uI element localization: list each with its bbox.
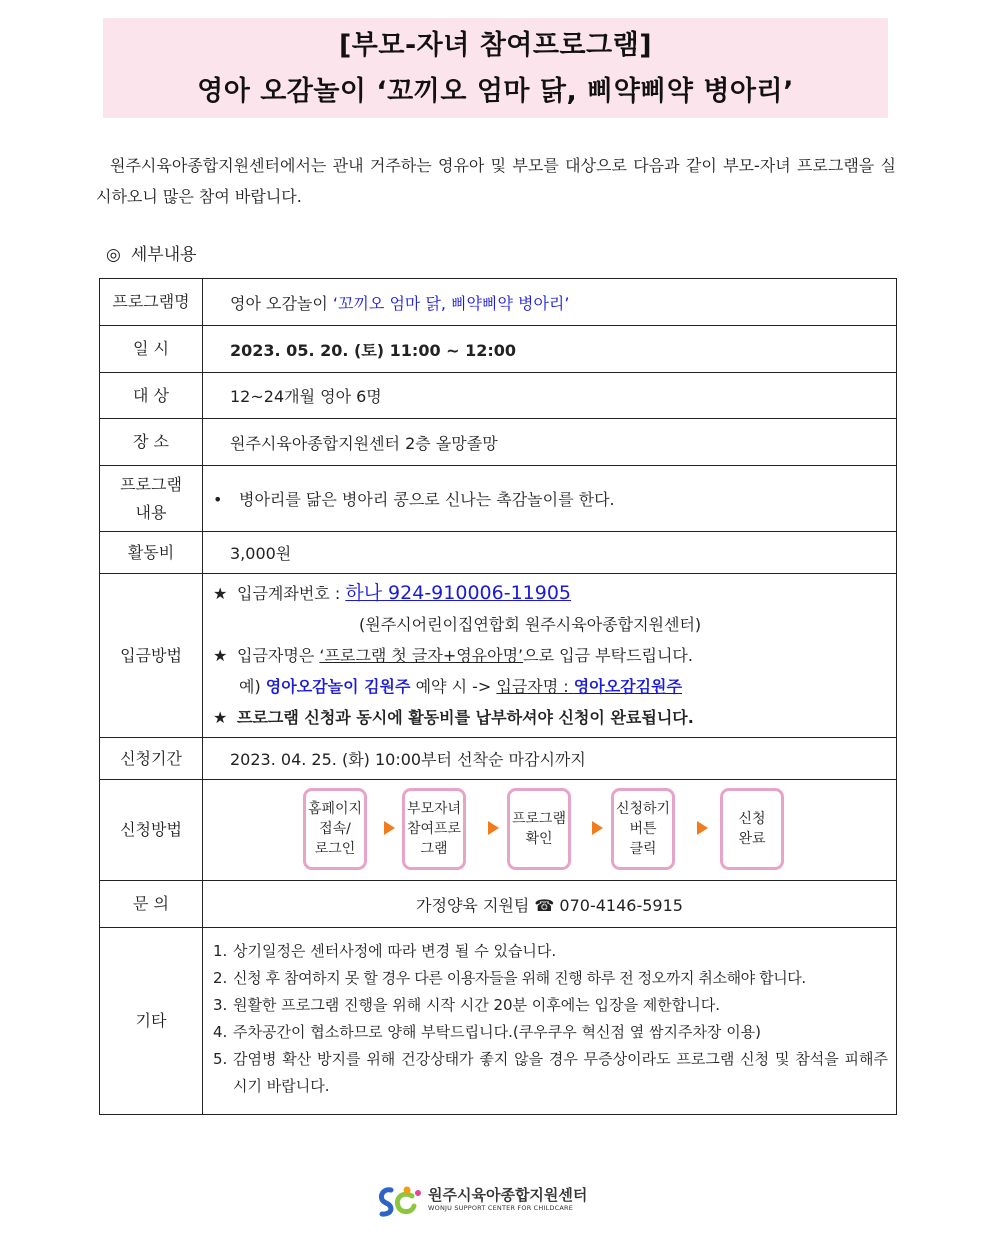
flow-step-1-line-2: 접속/ xyxy=(319,821,351,837)
value-content xyxy=(203,466,897,532)
table-row-datetime xyxy=(100,326,897,373)
flow-step-5-line-1: 신청 xyxy=(738,811,766,827)
example-label-wrap xyxy=(496,677,682,696)
table-row-place xyxy=(100,419,897,466)
footer-logo xyxy=(376,1182,606,1222)
flow-step-2 xyxy=(402,788,466,870)
table-row-program-name xyxy=(100,279,897,326)
name-prefix: 입금자명은 xyxy=(237,646,320,665)
table-row-etc xyxy=(100,928,897,1115)
flow-step-4-line-1: 신청하기 xyxy=(615,801,671,817)
payment-example-line xyxy=(213,671,896,702)
label-content xyxy=(100,466,203,532)
label-content-line-1: 프로그램 xyxy=(120,474,182,494)
list-item-text: 주차공간이 협소하므로 양해 부탁드립니다.(쿠우쿠우 혁신점 옆 쌈지주차장 이용) xyxy=(233,1023,762,1041)
title-banner xyxy=(103,18,888,118)
list-item xyxy=(213,992,888,1019)
label-target: 대 상 xyxy=(100,373,203,419)
list-item-number: 5. xyxy=(213,1050,228,1068)
payment-account-line xyxy=(213,578,896,609)
label-datetime: 일 시 xyxy=(100,326,203,373)
section-label: 세부내용 xyxy=(130,245,197,265)
list-item xyxy=(213,938,888,965)
program-name-prefix: 영아 오감놀이 xyxy=(230,293,333,313)
value-contact: 가정양육 지원팀 ☎ 070-4146-5915 xyxy=(203,881,897,928)
table-row-fee xyxy=(100,532,897,574)
flow-step-2-line-2: 참여프로 xyxy=(406,821,462,837)
footer-org-name: 원주시육아종합지원센터 xyxy=(428,1186,588,1204)
table-row-method xyxy=(100,780,897,881)
table-row-payment xyxy=(100,574,897,738)
example-program: 영아오감놀이 김원주 xyxy=(265,677,411,696)
flow-step-2-line-3: 그램 xyxy=(420,841,448,857)
list-item xyxy=(213,965,888,992)
list-item-number: 2. xyxy=(213,969,228,987)
star-icon: ★ xyxy=(213,646,228,665)
star-icon: ★ xyxy=(213,584,228,603)
flow-step-1-line-3: 로그인 xyxy=(314,841,356,857)
account-holder: (원주시어린이집연합회 원주시육아종합지원센터) xyxy=(359,615,702,634)
program-name-highlight: ‘꼬끼오 엄마 닭, 삐약삐약 병아리’ xyxy=(332,293,570,313)
flow-step-1-line-1: 홈페이지 xyxy=(307,801,363,817)
application-flow xyxy=(203,780,896,880)
label-period: 신청기간 xyxy=(100,738,203,780)
label-method: 신청방법 xyxy=(100,780,203,881)
example-name: 영아오감김원주 xyxy=(573,677,682,696)
label-content-line-2: 내용 xyxy=(135,502,167,522)
account-number: 하나 924-910006-11905 xyxy=(345,582,572,604)
double-circle-icon: ◎ xyxy=(106,245,121,265)
list-item-number: 3. xyxy=(213,996,228,1014)
section-heading xyxy=(106,240,207,265)
list-item-text: 상기일정은 센터사정에 따라 변경 될 수 있습니다. xyxy=(233,942,557,960)
arrow-right-icon xyxy=(384,821,395,835)
example-mid: 예약 시 -> xyxy=(410,677,497,696)
table-row-period xyxy=(100,738,897,780)
arrow-right-icon xyxy=(592,821,603,835)
list-item xyxy=(213,1046,888,1100)
table-row-content xyxy=(100,466,897,532)
list-item-text: 신청 후 참여하지 못 할 경우 다른 이용자들을 위해 진행 하루 전 정오까지 취소해야 합니다. xyxy=(233,969,806,987)
flow-step-5-line-2: 완료 xyxy=(738,831,766,847)
label-place: 장 소 xyxy=(100,419,203,466)
flow-step-2-line-1: 부모자녀 xyxy=(406,801,462,817)
label-etc: 기타 xyxy=(100,928,203,1115)
flow-step-3-line-1: 프로그램 xyxy=(511,811,567,827)
name-suffix: 으로 입금 부탁드립니다. xyxy=(523,646,693,665)
table-row-contact xyxy=(100,881,897,928)
flow-step-4 xyxy=(611,788,675,870)
payment-notice-line xyxy=(213,702,896,733)
arrow-right-icon xyxy=(697,821,708,835)
value-method xyxy=(203,780,897,881)
list-item-text: 감염병 확산 방지를 위해 건강상태가 좋지 않을 경우 무증상이라도 프로그램 신청 및 참석을 피해주시기 바랍니다. xyxy=(233,1050,888,1095)
flow-step-3 xyxy=(507,788,571,870)
payment-name-line xyxy=(213,640,896,671)
intro-text: 원주시육아종합지원센터에서는 관내 거주하는 영유아 및 부모를 대상으로 다음과 같이 부모-자녀 프로그램을 실시하오니 많은 참여 바랍니다. xyxy=(96,156,896,206)
title-line-1: [부모-자녀 참여프로그램] xyxy=(338,30,653,61)
list-item-number: 4. xyxy=(213,1023,228,1041)
name-rule: ‘프로그램 첫 글자+영유아명’ xyxy=(319,646,524,665)
title-line-2: 영아 오감놀이 ‘꼬끼오 엄마 닭, 삐약삐약 병아리’ xyxy=(197,76,794,107)
value-target: 12~24개월 영아 6명 xyxy=(203,373,897,419)
content-text: 병아리를 닮은 병아리 콩으로 신나는 촉감놀이를 한다. xyxy=(239,490,615,509)
label-program-name: 프로그램명 xyxy=(100,279,203,326)
example-prefix: 예) xyxy=(239,677,266,696)
star-icon: ★ xyxy=(213,708,228,727)
list-item xyxy=(213,1019,888,1046)
value-datetime: 2023. 05. 20. (토) 11:00 ~ 12:00 xyxy=(203,326,897,373)
value-fee: 3,000원 xyxy=(203,532,897,574)
payment-notice: 프로그램 신청과 동시에 활동비를 납부하셔야 신청이 완료됩니다. xyxy=(237,708,694,727)
arrow-right-icon xyxy=(488,821,499,835)
flow-step-4-line-2: 버튼 xyxy=(629,821,657,837)
etc-list xyxy=(203,928,896,1114)
bullet-icon: • xyxy=(213,490,223,509)
value-period: 2023. 04. 25. (화) 10:00부터 선착순 마감시까지 xyxy=(203,738,897,780)
list-item-text: 원활한 프로그램 진행을 위해 시작 시간 20분 이후에는 입장을 제한합니다. xyxy=(233,996,720,1014)
detail-table xyxy=(99,278,897,1115)
flow-step-1 xyxy=(303,788,367,870)
flow-step-4-line-3: 클릭 xyxy=(629,841,657,857)
example-label: 입금자명 : xyxy=(496,677,574,696)
label-payment: 입금방법 xyxy=(100,574,203,738)
label-fee: 활동비 xyxy=(100,532,203,574)
value-payment xyxy=(203,574,897,738)
value-place: 원주시육아종합지원센터 2층 올망졸망 xyxy=(203,419,897,466)
table-row-target xyxy=(100,373,897,419)
footer-org-english: WONJU SUPPORT CENTER FOR CHILDCARE xyxy=(428,1204,574,1212)
center-logo-icon xyxy=(376,1184,424,1218)
account-label: 입금계좌번호 : xyxy=(237,584,346,603)
label-contact: 문 의 xyxy=(100,881,203,928)
value-program-name xyxy=(203,279,897,326)
flow-step-3-line-2: 확인 xyxy=(525,831,553,847)
flow-step-5 xyxy=(720,788,784,870)
value-etc xyxy=(203,928,897,1115)
list-item-number: 1. xyxy=(213,942,228,960)
